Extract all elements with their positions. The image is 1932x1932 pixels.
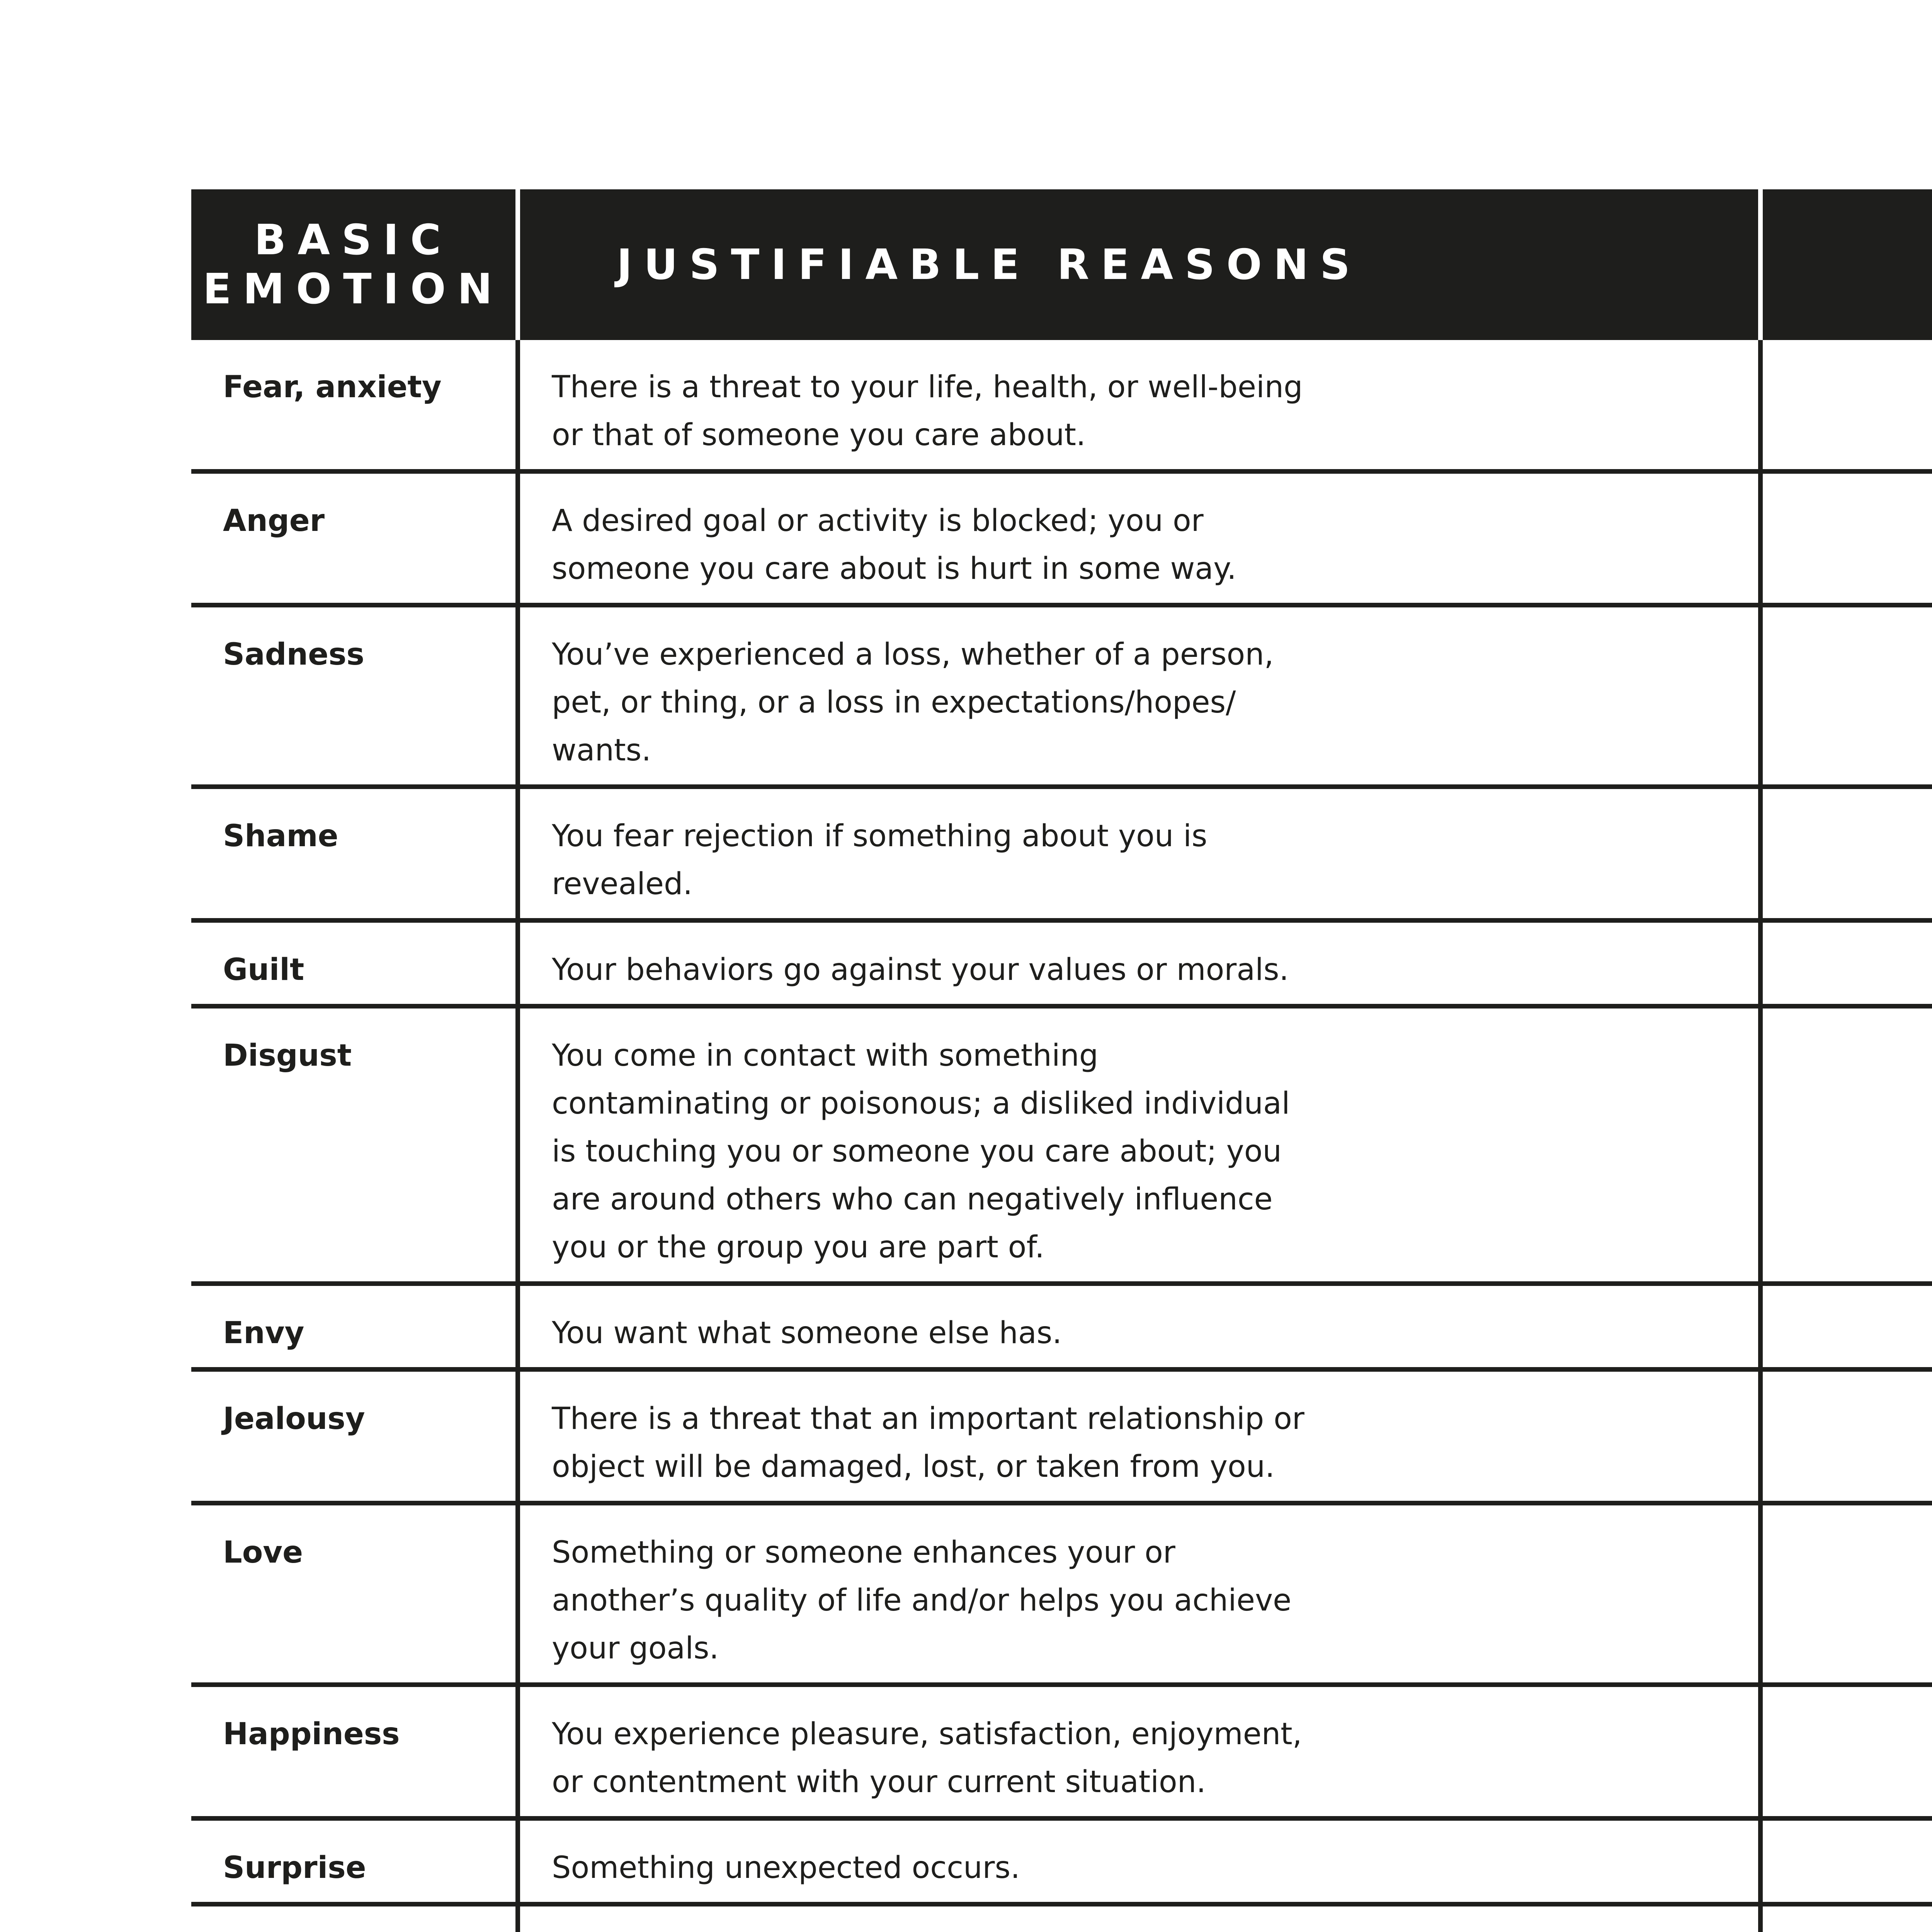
reason-text: or contentment with your current situation. <box>552 1765 1206 1799</box>
table-row <box>191 1503 1932 1685</box>
emotion-label: Envy <box>223 1316 304 1350</box>
example-cell[interactable] <box>1760 1284 1932 1369</box>
reason-cell <box>518 1685 1760 1818</box>
reason-text: your goals. <box>552 1631 719 1666</box>
example-cell[interactable] <box>1760 920 1932 1006</box>
reason-text: is touching you or someone you care about; you <box>552 1134 1282 1169</box>
reason-cell <box>518 1284 1760 1369</box>
emotion-cell <box>191 340 518 471</box>
emotion-cell <box>191 1818 518 1904</box>
reason-text: You come in contact with something <box>552 1038 1099 1073</box>
reason-text: You’ve experienced a loss, whether of a person, <box>552 637 1274 672</box>
emotion-label: Sadness <box>223 637 364 672</box>
emotion-label: Fear, anxiety <box>223 370 442 405</box>
emotion-cell <box>191 605 518 787</box>
reason-cell <box>518 787 1760 920</box>
example-cell[interactable] <box>1760 1006 1932 1284</box>
table-row <box>191 1904 1932 1932</box>
reason-text: Something or someone enhances your or <box>552 1535 1175 1570</box>
emotion-cell <box>191 920 518 1006</box>
reason-text: someone you care about is hurt in some way. <box>552 551 1236 586</box>
reason-text: Your behaviors go against your values or morals. <box>552 952 1289 987</box>
reason-cell <box>518 340 1760 471</box>
emotion-cell <box>191 471 518 605</box>
header-line <box>1763 265 1932 314</box>
header-line <box>1763 216 1932 265</box>
emotion-label: Anger <box>223 503 325 538</box>
emotion-label: Guilt <box>223 952 304 987</box>
emotion-label: Shame <box>223 819 338 854</box>
reason-text: or that of someone you care about. <box>552 418 1086 452</box>
reason-cell <box>518 1503 1760 1685</box>
reason-text <box>552 1930 1747 1932</box>
reason-text: object will be damaged, lost, or taken from you. <box>552 1449 1275 1484</box>
example-cell[interactable] <box>1760 1503 1932 1685</box>
reason-cell <box>518 471 1760 605</box>
table-row <box>191 1006 1932 1284</box>
emotion-label: Disgust <box>223 1038 352 1073</box>
reason-cell <box>518 920 1760 1006</box>
emotion-cell <box>191 787 518 920</box>
reason-text: are around others who can negatively influence <box>552 1182 1273 1217</box>
table-body <box>191 340 1932 1932</box>
example-cell[interactable] <box>1760 471 1932 605</box>
table-header-row <box>191 189 1932 340</box>
reason-text: you or the group you are part of. <box>552 1230 1044 1265</box>
example-cell[interactable] <box>1760 1369 1932 1503</box>
emotion-label: Surprise <box>223 1850 366 1885</box>
reason-text: A desired goal or activity is blocked; you or <box>552 503 1204 538</box>
emotion-label: Jealousy <box>223 1401 365 1436</box>
emotion-cell <box>191 1503 518 1685</box>
example-cell[interactable] <box>1760 787 1932 920</box>
header-basic-emotion <box>191 189 518 340</box>
reason-text: You fear rejection if something about you is <box>552 819 1208 854</box>
example-cell[interactable] <box>1760 1818 1932 1904</box>
table-row <box>191 1369 1932 1503</box>
table-row <box>191 787 1932 920</box>
reason-cell <box>518 1006 1760 1284</box>
header-line: EMOTION <box>202 265 504 313</box>
emotion-label <box>223 1930 504 1932</box>
example-cell[interactable] <box>1760 1685 1932 1818</box>
reason-text: You want what someone else has. <box>552 1316 1062 1350</box>
emotion-label: Happiness <box>223 1717 400 1752</box>
header-line: JUSTIFIABLE REASONS <box>617 240 1362 289</box>
example-cell[interactable] <box>1760 340 1932 471</box>
header-line: BASIC <box>254 216 453 264</box>
emotion-cell <box>191 1006 518 1284</box>
reason-text: contaminating or poisonous; a disliked individual <box>552 1086 1290 1121</box>
reason-cell <box>518 1904 1760 1932</box>
header-example <box>1760 189 1932 340</box>
table-row <box>191 1284 1932 1369</box>
emotion-reasons-table <box>191 189 1932 1932</box>
example-cell[interactable] <box>1760 1904 1932 1932</box>
reason-text: pet, or thing, or a loss in expectations/hopes/ <box>552 685 1236 720</box>
emotion-cell <box>191 1904 518 1932</box>
reason-text: wants. <box>552 733 651 768</box>
reason-text: revealed. <box>552 867 693 901</box>
table-row <box>191 1685 1932 1818</box>
emotion-cell <box>191 1369 518 1503</box>
reason-cell <box>518 1818 1760 1904</box>
example-cell[interactable] <box>1760 605 1932 787</box>
reason-text: Something unexpected occurs. <box>552 1850 1020 1885</box>
header-justifiable-reasons <box>518 189 1760 340</box>
table-row <box>191 471 1932 605</box>
table-row <box>191 1818 1932 1904</box>
reason-text: You experience pleasure, satisfaction, enjoyment, <box>552 1717 1302 1752</box>
table-row <box>191 920 1932 1006</box>
emotion-label: Love <box>223 1535 303 1570</box>
emotion-cell <box>191 1284 518 1369</box>
emotion-cell <box>191 1685 518 1818</box>
reason-text: There is a threat that an important relationship or <box>552 1401 1304 1436</box>
reason-cell <box>518 605 1760 787</box>
reason-cell <box>518 1369 1760 1503</box>
reason-text: There is a threat to your life, health, or well-being <box>552 370 1303 405</box>
table-row <box>191 605 1932 787</box>
reason-text: another’s quality of life and/or helps you achieve <box>552 1583 1292 1618</box>
table-row <box>191 340 1932 471</box>
